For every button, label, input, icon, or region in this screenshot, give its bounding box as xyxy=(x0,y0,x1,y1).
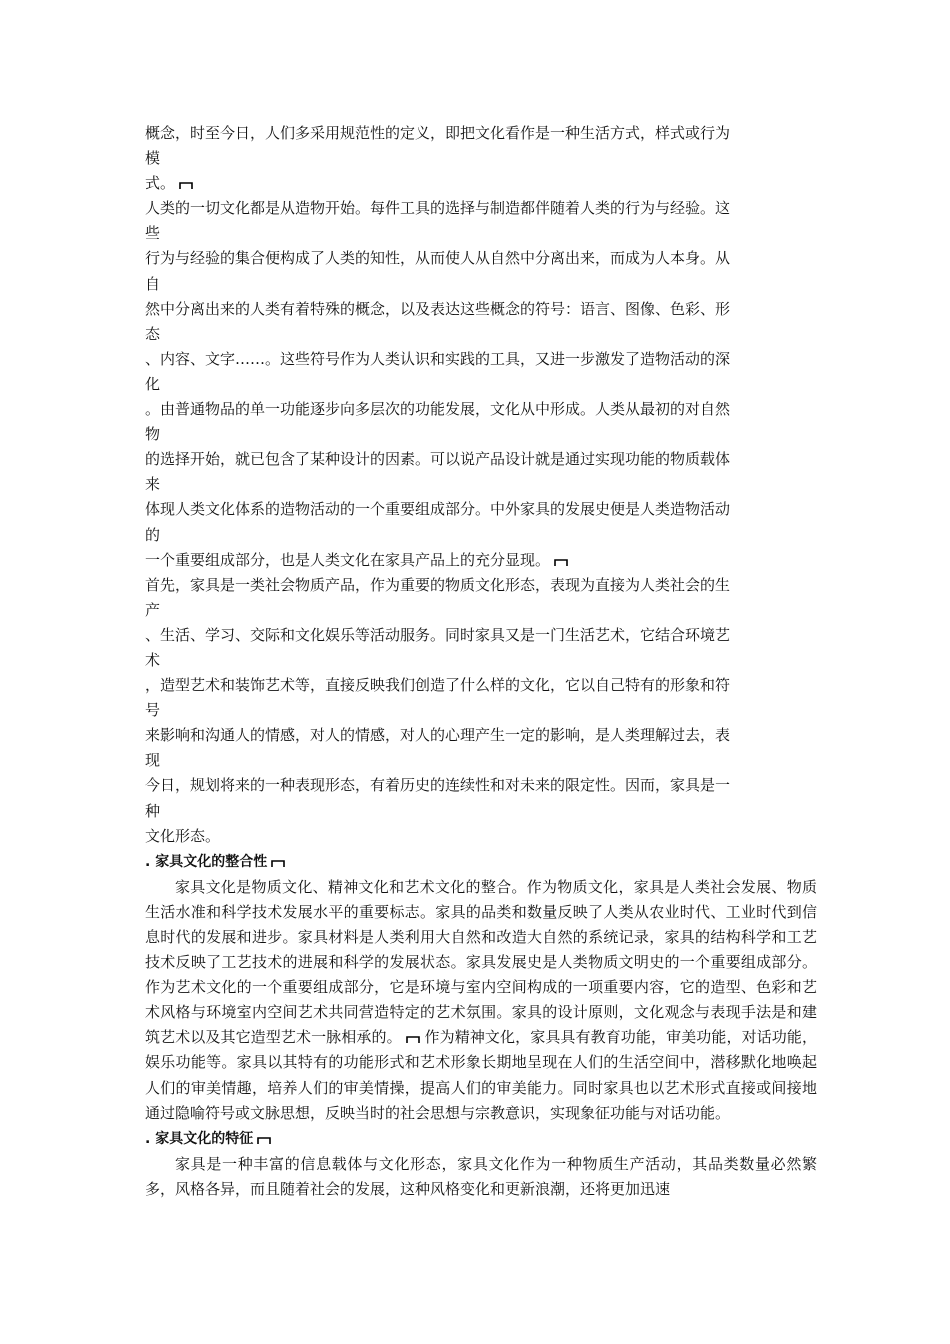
document-body xyxy=(145,121,817,1202)
furniture-paragraph xyxy=(145,573,817,849)
section-heading: . 家具文化的整合性 xyxy=(145,850,817,875)
text-line: 、生活、学习、交际和文化娱乐等活动服务。同时家具又是一门生活艺术，它结合环境艺 xyxy=(145,625,731,644)
text-line: 文化形态。 xyxy=(145,826,221,845)
creation-paragraph xyxy=(145,196,817,572)
text-line: 些 xyxy=(145,224,161,243)
text-line: 化 xyxy=(145,374,161,393)
text-line: 概念，时至今日，人们多采用规范性的定义，即把文化看作是一种生活方式，样式或行为 xyxy=(145,124,731,142)
text-line: 式。 xyxy=(145,171,817,196)
text-line: 今日，规划将来的一种表现形态，有着历史的连续性和对未来的限定性。因而，家具是一 xyxy=(145,776,731,795)
text-line: 物 xyxy=(145,425,161,444)
text-line: 态 xyxy=(145,324,161,343)
intro-paragraph xyxy=(145,121,817,196)
features-paragraph: 家具是一种丰富的信息载体与文化形态，家具文化作为一种物质生产活动，其品类数量必然繁多，风格各异，而且随着社会的发展，这种风格变化和更新浪潮，还将更加迅速 xyxy=(145,1154,817,1198)
text-line: 模 xyxy=(145,149,161,168)
text-line: 号 xyxy=(145,701,161,720)
text-line: 体现人类文化体系的造物活动的一个重要组成部分。中外家具的发展史便是人类造物活动 xyxy=(145,500,731,519)
text-line: ，造型艺术和装饰艺术等，直接反映我们创造了什么样的文化，它以自己特有的形象和符 xyxy=(145,676,731,695)
section-heading: . 家具文化的特征 xyxy=(145,1127,817,1152)
paragraph-mark-icon xyxy=(179,181,193,189)
text-line: 首先，家具是一类社会物质产品，作为重要的物质文化形态，表现为直接为人类社会的生 xyxy=(145,575,731,594)
text-line: 种 xyxy=(145,801,161,820)
text-line: 产 xyxy=(145,600,161,619)
text-line: 人类的一切文化都是从造物开始。每件工具的选择与制造都伴随着人类的行为与经验。这 xyxy=(145,199,731,218)
text-line: 、内容、文字……。这些符号作为人类认识和实践的工具，又进一步激发了造物活动的深 xyxy=(145,349,731,368)
text-line: 。由普通物品的单一功能逐步向多层次的功能发展，文化从中形成。人类从最初的对自然 xyxy=(145,400,731,419)
integration-paragraph: 家具文化是物质文化、精神文化和艺术文化的整合。作为物质文化，家具是人类社会发展、物质生活水准和科学技术发展水平的重要标志。家具的品类和数量反映了人类从农业时代、工业时代到信息时代的发展和进步。家具材料是人类利用大自然和改造大自然的系统记录，家具的结构科学和工艺技术反映了工艺技术的进展和科学的发展状态。家具发展史是人类物质文明史的一个重要组成部分。作为艺术文化的一个重要组成部分，它是环境与室内空间构成的一项重要内容，它的造型、色彩和艺术风格与环境室内空间艺术共同营造特定的艺术氛围。家具的设计原则，文化观念与表现手法是和建筑艺术以及其它造型艺术一脉相承的。 作为精神文化，家具具有教育功能，审美功能，对话功能，娱乐功能等。家具以其特有的功能形式和艺术形象长期地呈现在人们的生活空间中，潜移默化地唤起人们的审美情趣，培养人们的审美情操，提高人们的审美能力。同时家具也以艺术形式直接或间接地通过隐喻符号或文脉思想，反映当时的社会思想与宗教意识，实现象征功能与对话功能。 xyxy=(145,877,817,1122)
text-line: 的选择开始，就已包含了某种设计的因素。可以说产品设计就是通过实现功能的物质载体 xyxy=(145,450,731,469)
text-line: 来 xyxy=(145,475,161,494)
text-line: 的 xyxy=(145,525,161,544)
paragraph-mark-icon xyxy=(406,1035,420,1043)
text-line: 然中分离出来的人类有着特殊的概念，以及表达这些概念的符号：语言、图像、色彩、形 xyxy=(145,299,731,318)
text-line: 行为与经验的集合便构成了人类的知性，从而使人从自然中分离出来，而成为人本身。从 xyxy=(145,249,731,268)
paragraph-mark-icon xyxy=(257,1136,271,1144)
text-line: 自 xyxy=(145,274,161,293)
paragraph-mark-icon xyxy=(554,558,568,566)
paragraph-mark-icon xyxy=(271,859,285,867)
text-line: 来影响和沟通人的情感，对人的情感，对人的心理产生一定的影响，是人类理解过去，表 xyxy=(145,726,731,745)
text-line: 一个重要组成部分，也是人类文化在家具产品上的充分显现。 xyxy=(145,548,817,573)
text-line: 现 xyxy=(145,751,161,770)
text-line: 术 xyxy=(145,650,161,669)
